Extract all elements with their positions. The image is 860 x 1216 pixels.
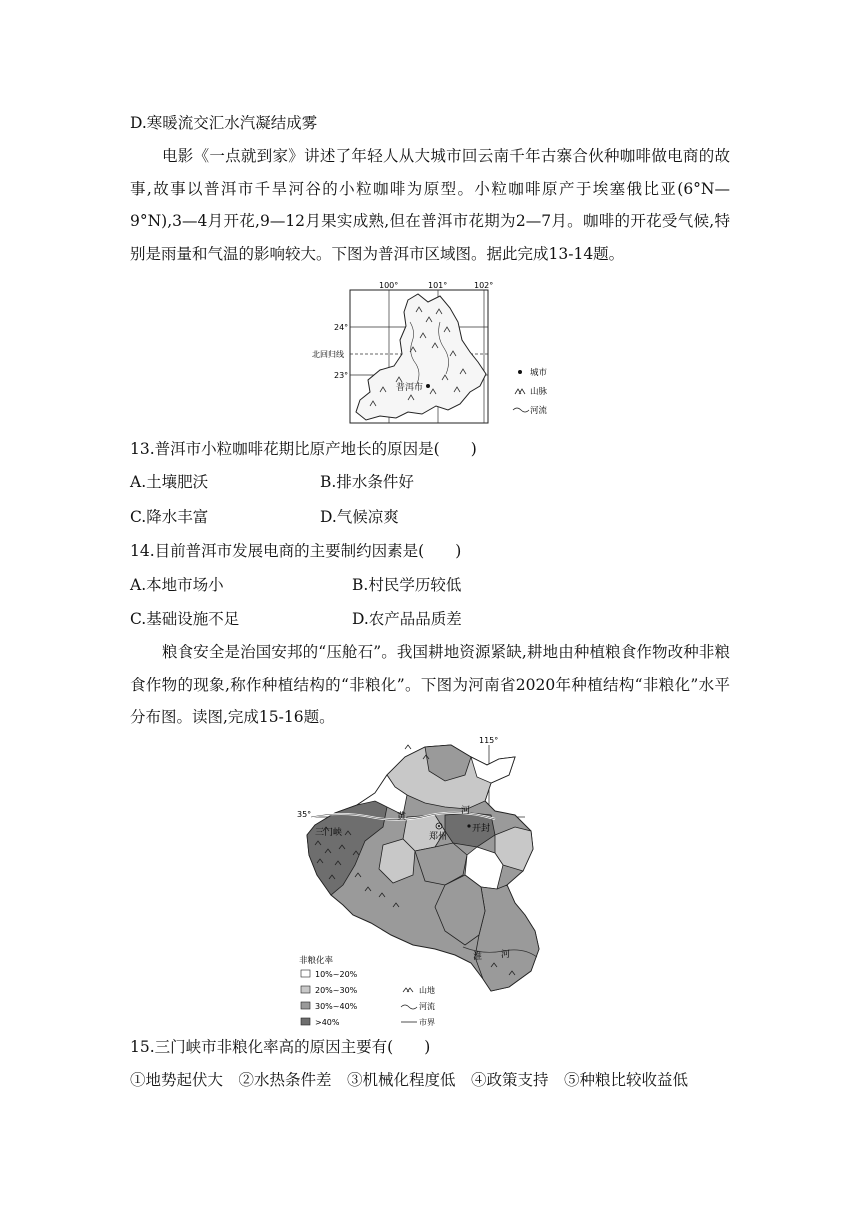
mountain-icon [403,988,413,992]
lon-label-100: 100° [379,282,399,290]
huai-river-label-2: 河 [501,950,511,960]
legend-class-4: >40% [315,1018,340,1027]
legend-swatch-4 [301,1018,310,1025]
option-d-prev: D.寒暖流交汇水汽凝结成雾 [130,114,318,132]
legend-mountain-label: 山脉 [530,387,548,397]
legend-river-label: 河流 [530,406,548,416]
q14-option-a: A.本地市场小 [130,576,224,594]
lon-label-115: 115° [479,736,499,745]
legend-boundary-label: 市界 [419,1018,435,1027]
legend-swatch-2 [301,986,310,993]
q13-option-b: B.排水条件好 [320,473,414,491]
henan-map [295,735,565,1027]
q15-choices: ①地势起伏大 ②水热条件差 ③机械化程度低 ④政策支持 ⑤种粮比较收益低 [130,1071,689,1089]
zhengzhou-label: 郑州 [429,832,448,842]
q13-option-c: C.降水丰富 [130,508,209,526]
lon-label-101: 101° [428,282,448,290]
q13-option-d: D.气候凉爽 [320,508,399,526]
puer-map [310,282,590,430]
q14-stem: 14.目前普洱市发展电商的主要制约因素是( ) [130,542,462,560]
legend-mountain-label: 山地 [419,986,435,995]
city-dot-icon [518,370,522,374]
legend-class-3: 30%~40% [315,1002,358,1011]
q15-stem: 15.三门峡市非粮化率高的原因主要有( ) [130,1038,431,1056]
passage-coffee: 电影《一点就到家》讲述了年轻人从大城市回云南千年古寨合伙种咖啡做电商的故事,故事以普洱市千旱河谷的小粒咖啡为原型。小粒咖啡原产于埃塞俄比亚(6°N—9°N),3—4月开花,9—12月果实成熟,但在普洱市花期为2—7月。咖啡的开花受气候,特别是雨量和气温的影响较大。下图为普洱市区域图。据此完成13-14题。 [130,147,730,263]
q13-option-a: A.土壤肥沃 [130,473,209,491]
q14-option-d: D.农产品品质差 [352,610,462,628]
lat-label-35: 35° [297,810,312,819]
yellow-river-label-1: 黄 [397,812,407,822]
tropic-label: 北回归线 [312,350,344,359]
river-icon [401,1005,417,1009]
lon-label-102: 102° [474,282,494,290]
mountain-icon [515,389,525,394]
huai-river-label-1: 淮 [473,952,483,962]
yellow-river-label-2: 河 [461,806,471,816]
q13-stem: 13.普洱市小粒咖啡花期比原产地长的原因是( ) [130,440,477,458]
legend-class-1: 10%~20% [315,970,358,979]
legend-title: 非粮化率 [299,956,334,966]
legend-city-label: 城市 [530,368,548,378]
legend-river-label: 河流 [419,1002,435,1011]
puer-city-label: 普洱市 [396,383,424,393]
legend-swatch-3 [301,1002,310,1009]
q14-option-c: C.基础设施不足 [130,610,240,628]
legend-swatch-1 [301,970,310,977]
sanmenxia-label: 三门峡 [315,828,343,838]
lat-label-24: 24° [334,323,349,332]
q14-option-b: B.村民学历较低 [352,576,462,594]
lat-label-23: 23° [334,371,349,380]
kaifeng-label: 开封 [472,824,491,834]
river-icon [513,408,529,412]
legend-class-2: 20%~30% [315,986,358,995]
passage-henan: 粮食安全是治国安邦的“压舱石”。我国耕地资源紧缺,耕地由种植粮食作物改种非粮食作物的现象,称作种植结构的“非粮化”。下图为河南省2020年种植结构“非粮化”水平分布图。读图,完成15-16题。 [130,643,730,726]
